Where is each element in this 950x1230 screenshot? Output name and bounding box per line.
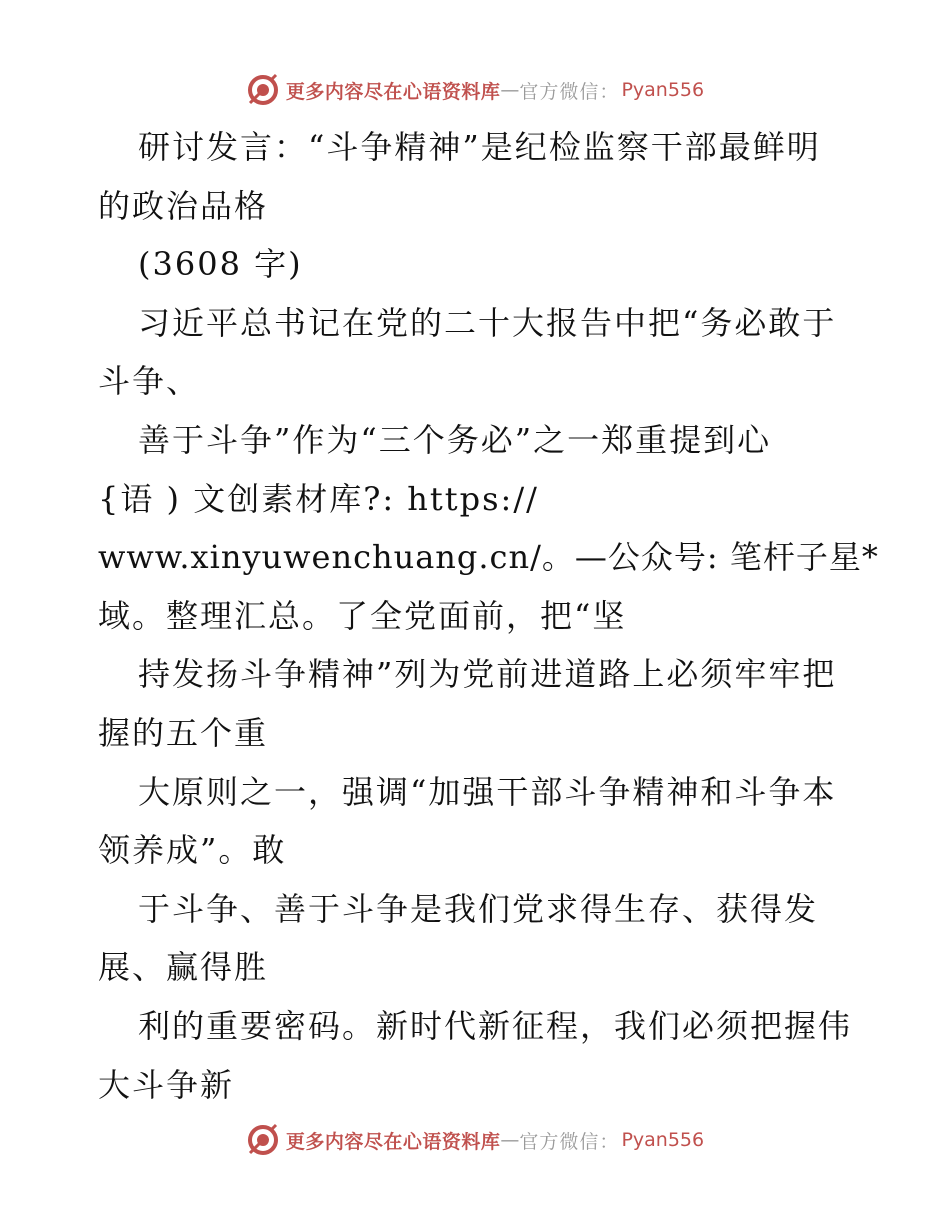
banner-wechat-id: Pyan556 bbox=[621, 1129, 705, 1151]
pen-logo-icon bbox=[246, 73, 280, 107]
footer-banner bbox=[0, 1120, 950, 1160]
banner-wechat-label: 官方微信： bbox=[519, 80, 620, 103]
document-body bbox=[98, 118, 879, 1114]
doc-word-count: (3608 字) bbox=[138, 245, 303, 284]
paragraph-line: 利的重要密码。新时代新征程，我们必须把握伟 bbox=[138, 1006, 853, 1045]
paragraph-line: 于斗争、善于斗争是我们党求得生存、获得发 bbox=[138, 889, 819, 928]
paragraph-line: 习近平总书记在党的二十大报告中把“务必敢于 bbox=[138, 303, 837, 342]
paragraph-line: {语 ) 文创素材库?: https:// bbox=[98, 479, 539, 518]
banner-wechat-label: 官方微信： bbox=[519, 1130, 620, 1153]
banner-separator: — bbox=[500, 1129, 520, 1151]
paragraph-line: 持发扬斗争精神”列为党前进道路上必须牢牢把 bbox=[138, 655, 837, 694]
paragraph-line: 握的五个重 bbox=[98, 713, 269, 752]
paragraph-line: 大斗争新 bbox=[98, 1065, 235, 1104]
pen-logo-icon bbox=[246, 1123, 280, 1157]
paragraph-line: 领养成”。敢 bbox=[98, 831, 287, 870]
paragraph-line: 善于斗争”作为“三个务必”之一郑重提到心 bbox=[138, 420, 772, 459]
paragraph-line: 展、赢得胜 bbox=[98, 948, 269, 987]
header-banner bbox=[0, 70, 950, 110]
paragraph-line-url: www.xinyuwenchuang.cn/。—公众号: 笔杆子星* bbox=[98, 538, 879, 577]
banner-main-text: 更多内容尽在心语资料库 bbox=[285, 80, 501, 103]
banner-separator: — bbox=[500, 79, 520, 101]
doc-title-line: 研讨发言：“斗争精神”是纪检监察干部最鲜明 bbox=[138, 128, 821, 166]
banner-wechat-id: Pyan556 bbox=[621, 79, 705, 101]
doc-title-line-cont: 的政治品格 bbox=[98, 186, 269, 225]
banner-main-text: 更多内容尽在心语资料库 bbox=[285, 1130, 501, 1153]
paragraph-line: 斗争、 bbox=[98, 362, 201, 401]
paragraph-line: 域。整理汇总。了全党面前，把“坚 bbox=[98, 596, 627, 635]
paragraph-line: 大原则之一，强调“加强干部斗争精神和斗争本 bbox=[138, 772, 837, 811]
